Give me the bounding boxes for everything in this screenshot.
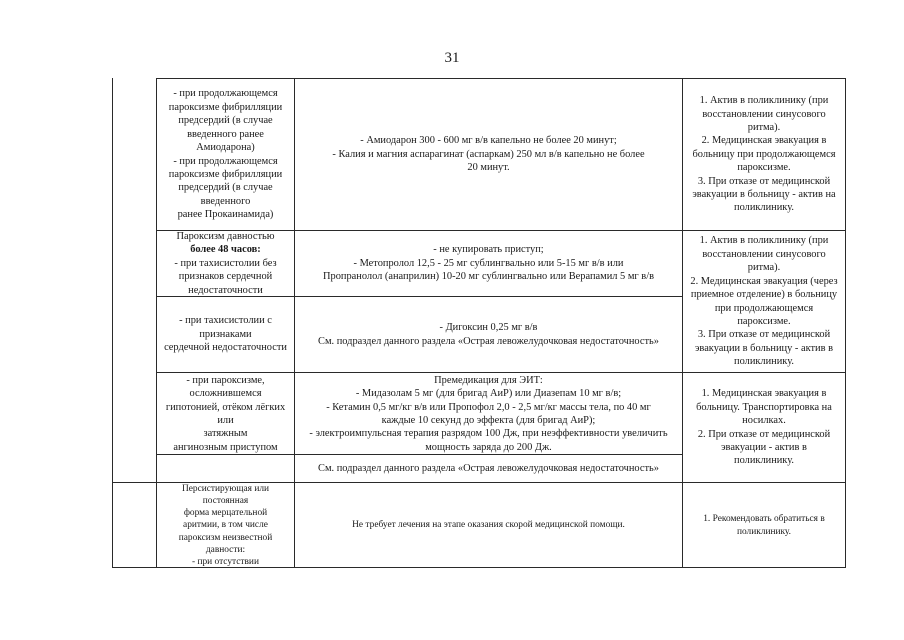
condition-cell: Персистирующая или постоянная форма мерцательной аритмии, в том числе пароксизм неизвестной давности: - при отсутствии (178, 484, 273, 567)
condition-emphasis: более 48 часов: (190, 244, 261, 256)
treatment-cell: Премедикация для ЭИТ: - Мидазолам 5 мг (для бригад АиР) или Диазепам 10 мг в/в; - Кетамин 0,5 мг/кг в/в или Пропофол 2,0 - 2,5 мг/кг массы тела, по 40 мг каждые 10 секунд до эффекта (для бригад АиР); - электроимпульсная терапия разрядом 100 Дж, при неэффективности увеличить мощность заряда до 200 Дж. (309, 374, 668, 453)
condition-cell (158, 232, 293, 295)
treatment-cell: Не требует лечения на этапе оказания скорой медицинской помощи. (352, 520, 625, 531)
row-rule-bottom (112, 567, 846, 568)
condition-cell: - при тахисистолии с признаками сердечной недостаточности (164, 315, 287, 354)
condition-detail: - при тахисистолии без признаков сердечной недостаточности (174, 257, 277, 295)
table-border-left (112, 78, 113, 568)
column-rule-2 (294, 78, 295, 568)
treatment-cell: См. подраздел данного раздела «Острая левожелудочковая недостаточность» (318, 462, 659, 474)
column-rule-3 (682, 78, 683, 568)
row-rule-top (156, 78, 846, 79)
row-rule-1 (156, 230, 846, 231)
page-number: 31 (444, 50, 460, 66)
row-rule-5 (112, 482, 846, 483)
treatment-cell: - не купировать приступ; - Метопролол 12,5 - 25 мг сублингвально или 5-15 мг в/в или Пропранолол (анаприлин) 10-20 мг сублингвально или Верапамил 5 мг в/в (323, 244, 654, 283)
treatment-table (112, 78, 846, 568)
tactics-cell: 1. Актив в поликлинику (при восстановлении синусового ритма). 2. Медицинская эвакуация в больницу при продолжающемся пароксизме. 3. При отказе от медицинской эвакуации в больницу - актив на поликлинику. (692, 95, 836, 214)
row-rule-2 (156, 296, 682, 297)
column-rule-1 (156, 78, 157, 568)
condition-line: Пароксизм давностью (176, 232, 275, 242)
condition-cell: - при продолжающемся пароксизме фибрилляции предсердий (в случае введенного ранее Амиодарона) - при продолжающемся пароксизме фибрилляции предсердий (в случае введенного ранее Прокаинамида) (168, 88, 283, 221)
row-rule-3 (156, 372, 846, 373)
table-border-right (845, 78, 846, 568)
condition-cell: - при пароксизме, осложнившемся гипотонией, отёком лёгких или затяжным ангинозным приступом (165, 374, 286, 453)
treatment-cell: - Дигоксин 0,25 мг в/в См. подраздел данного раздела «Острая левожелудочковая недостаточность» (318, 322, 659, 347)
tactics-cell: 1. Рекомендовать обратиться в поликлинику. (703, 514, 825, 537)
tactics-cell: 1. Медицинская эвакуация в больницу. Транспортировка на носилках. 2. При отказе от медицинской эвакуации - актив в поликлинику. (696, 388, 832, 467)
tactics-cell: 1. Актив в поликлинику (при восстановлении синусового ритма). 2. Медицинская эвакуация (через приемное отделение) в больницу при продолжающемся пароксизме. 3. При отказе от медицинской эвакуации в больницу - актив в поликлинику. (690, 235, 838, 368)
treatment-cell: - Амиодарон 300 - 600 мг в/в капельно не более 20 минут; - Калия и магния аспарагинат (аспаркам) 250 мл в/в капельно не более 20 минут. (332, 135, 645, 174)
